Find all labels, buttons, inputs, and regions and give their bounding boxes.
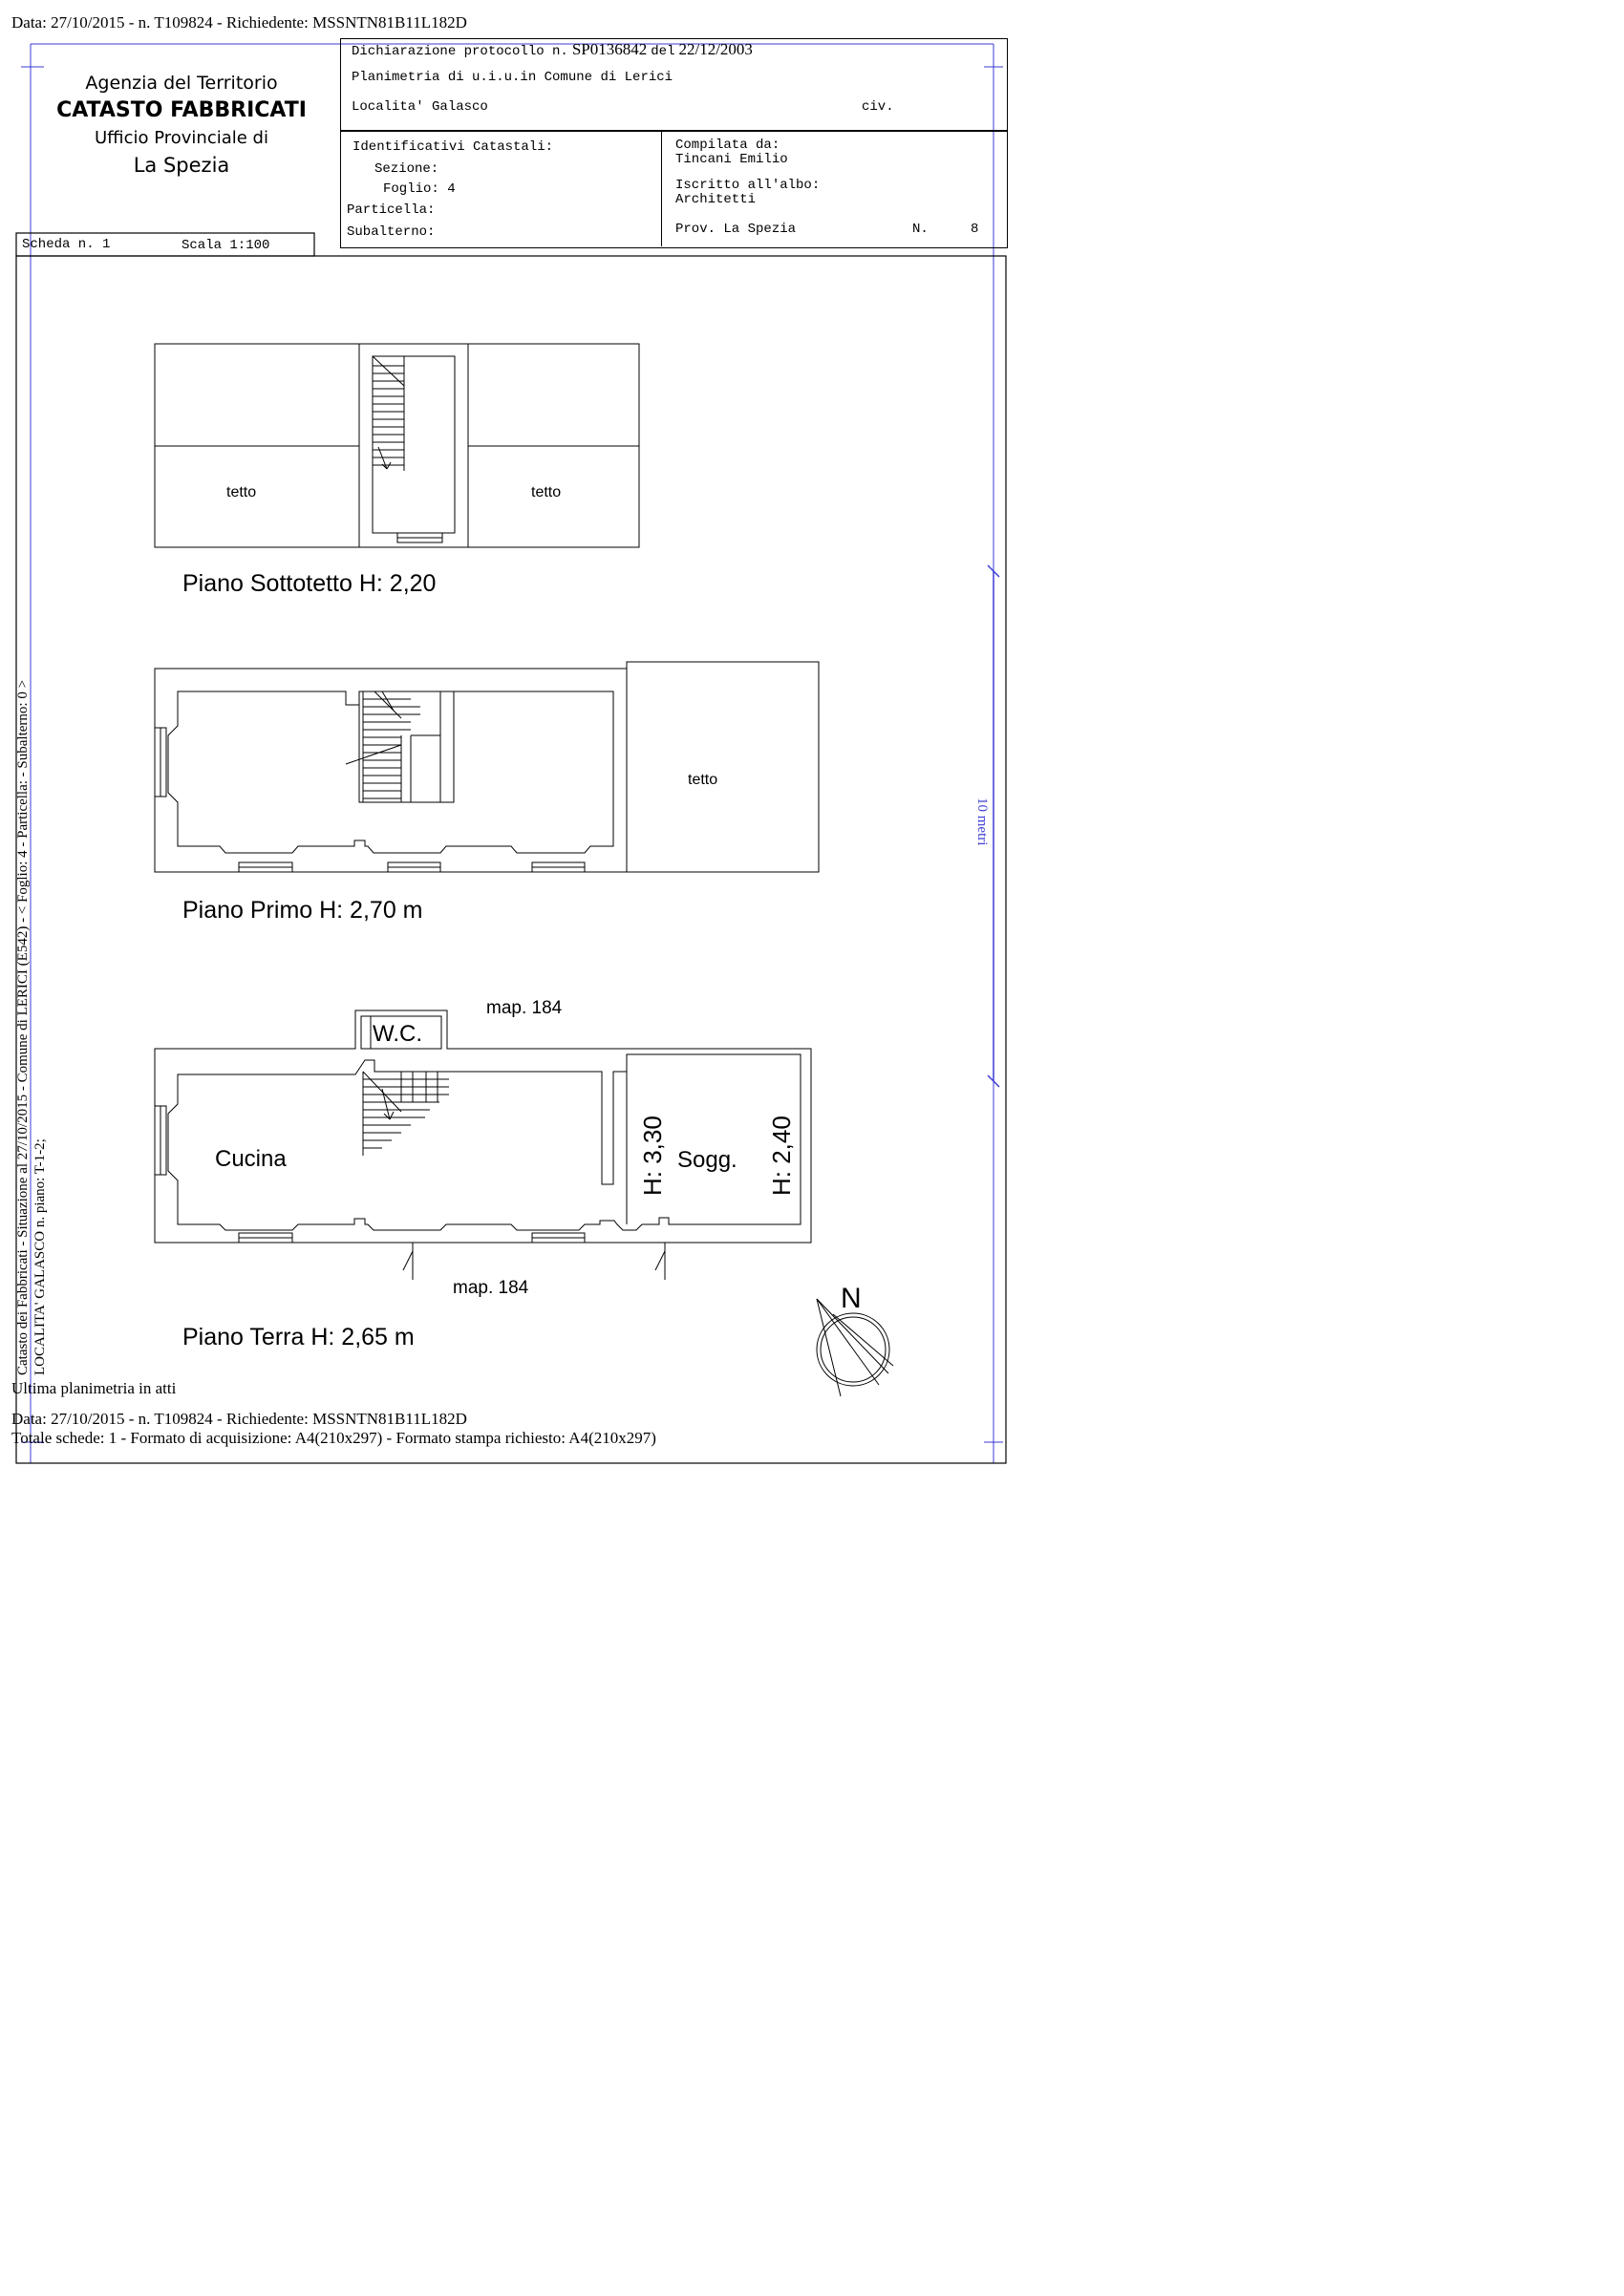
terra-title: Piano Terra H: 2,65 m: [182, 1324, 415, 1350]
footer-ultima: Ultima planimetria in atti: [11, 1379, 177, 1397]
terra-cucina: Cucina: [215, 1146, 287, 1172]
header-request-line: Data: 27/10/2015 - n. T109824 - Richiedente: MSSNTN81B11L182D: [11, 13, 467, 32]
n-label: N.: [912, 222, 929, 237]
n-value: 8: [971, 222, 979, 237]
compiler-name: Tincani Emilio: [675, 152, 788, 167]
office-label: Ufficio Provinciale di: [95, 128, 268, 148]
agency-name: Agenzia del Territorio: [85, 73, 278, 94]
footer-data-line: Data: 27/10/2015 - n. T109824 - Richiedente: MSSNTN81B11L182D: [11, 1410, 467, 1428]
sezione-label: Sezione:: [374, 161, 439, 177]
compilata-label: Compilata da:: [675, 138, 780, 153]
terra-h-right: H: 2,40: [767, 1116, 796, 1196]
identifiers-divider: [661, 130, 662, 246]
prov-label: Prov. La Spezia: [675, 222, 797, 237]
terra-sogg: Sogg.: [677, 1147, 737, 1173]
side-cadastral-line: Catasto dei Fabbricati - Situazione al 27/10/2015 - Comune di LERICI (E542) - < Foglio: 4 - Particella: - Subalterno: 0 >: [15, 679, 31, 1375]
scale-bar-label: 10 metri: [974, 797, 990, 846]
albo-value: Architetti: [675, 192, 757, 207]
terra-h-left: H: 3,30: [638, 1116, 667, 1196]
plan-primo: [155, 662, 819, 872]
foglio-label: Foglio: 4: [383, 181, 456, 197]
office-city: La Spezia: [133, 154, 230, 177]
plan-terra: [155, 1010, 811, 1280]
identificativi-title: Identificativi Catastali:: [353, 139, 554, 155]
scala-label: Scala 1:100: [182, 238, 270, 253]
primo-roof: tetto: [688, 772, 718, 788]
primo-title: Piano Primo H: 2,70 m: [182, 897, 423, 924]
sottotetto-roof-left: tetto: [226, 484, 257, 500]
particella-label: Particella:: [347, 202, 436, 218]
subalterno-label: Subalterno:: [347, 224, 436, 240]
civ-label: civ.: [862, 99, 894, 115]
sottotetto-roof-right: tetto: [531, 484, 562, 500]
iscritto-label: Iscritto all'albo:: [675, 178, 821, 193]
terra-map-bottom: map. 184: [453, 1278, 529, 1298]
terra-wc: W.C.: [373, 1021, 422, 1047]
catasto-title: CATASTO FABBRICATI: [56, 98, 307, 122]
sottotetto-title: Piano Sottotetto H: 2,20: [182, 570, 437, 597]
protocol-line: Dichiarazione protocollo n. SP0136842 del 22/12/2003: [352, 40, 753, 59]
scheda-label: Scheda n. 1: [22, 237, 111, 252]
planimetria-line: Planimetria di u.i.u.in Comune di Lerici: [352, 70, 673, 85]
side-location-line: LOCALITA' GALASCO n. piano: T-1-2;: [32, 1138, 48, 1375]
plan-sottotetto: [155, 344, 639, 547]
footer-totale: Totale schede: 1 - Formato di acquisizione: A4(210x297) - Formato stampa richiesto: A4(210x297): [11, 1429, 656, 1447]
terra-map-top: map. 184: [486, 998, 563, 1018]
localita-line: Localita' Galasco: [352, 99, 488, 115]
compass-north-label: N: [841, 1283, 862, 1314]
